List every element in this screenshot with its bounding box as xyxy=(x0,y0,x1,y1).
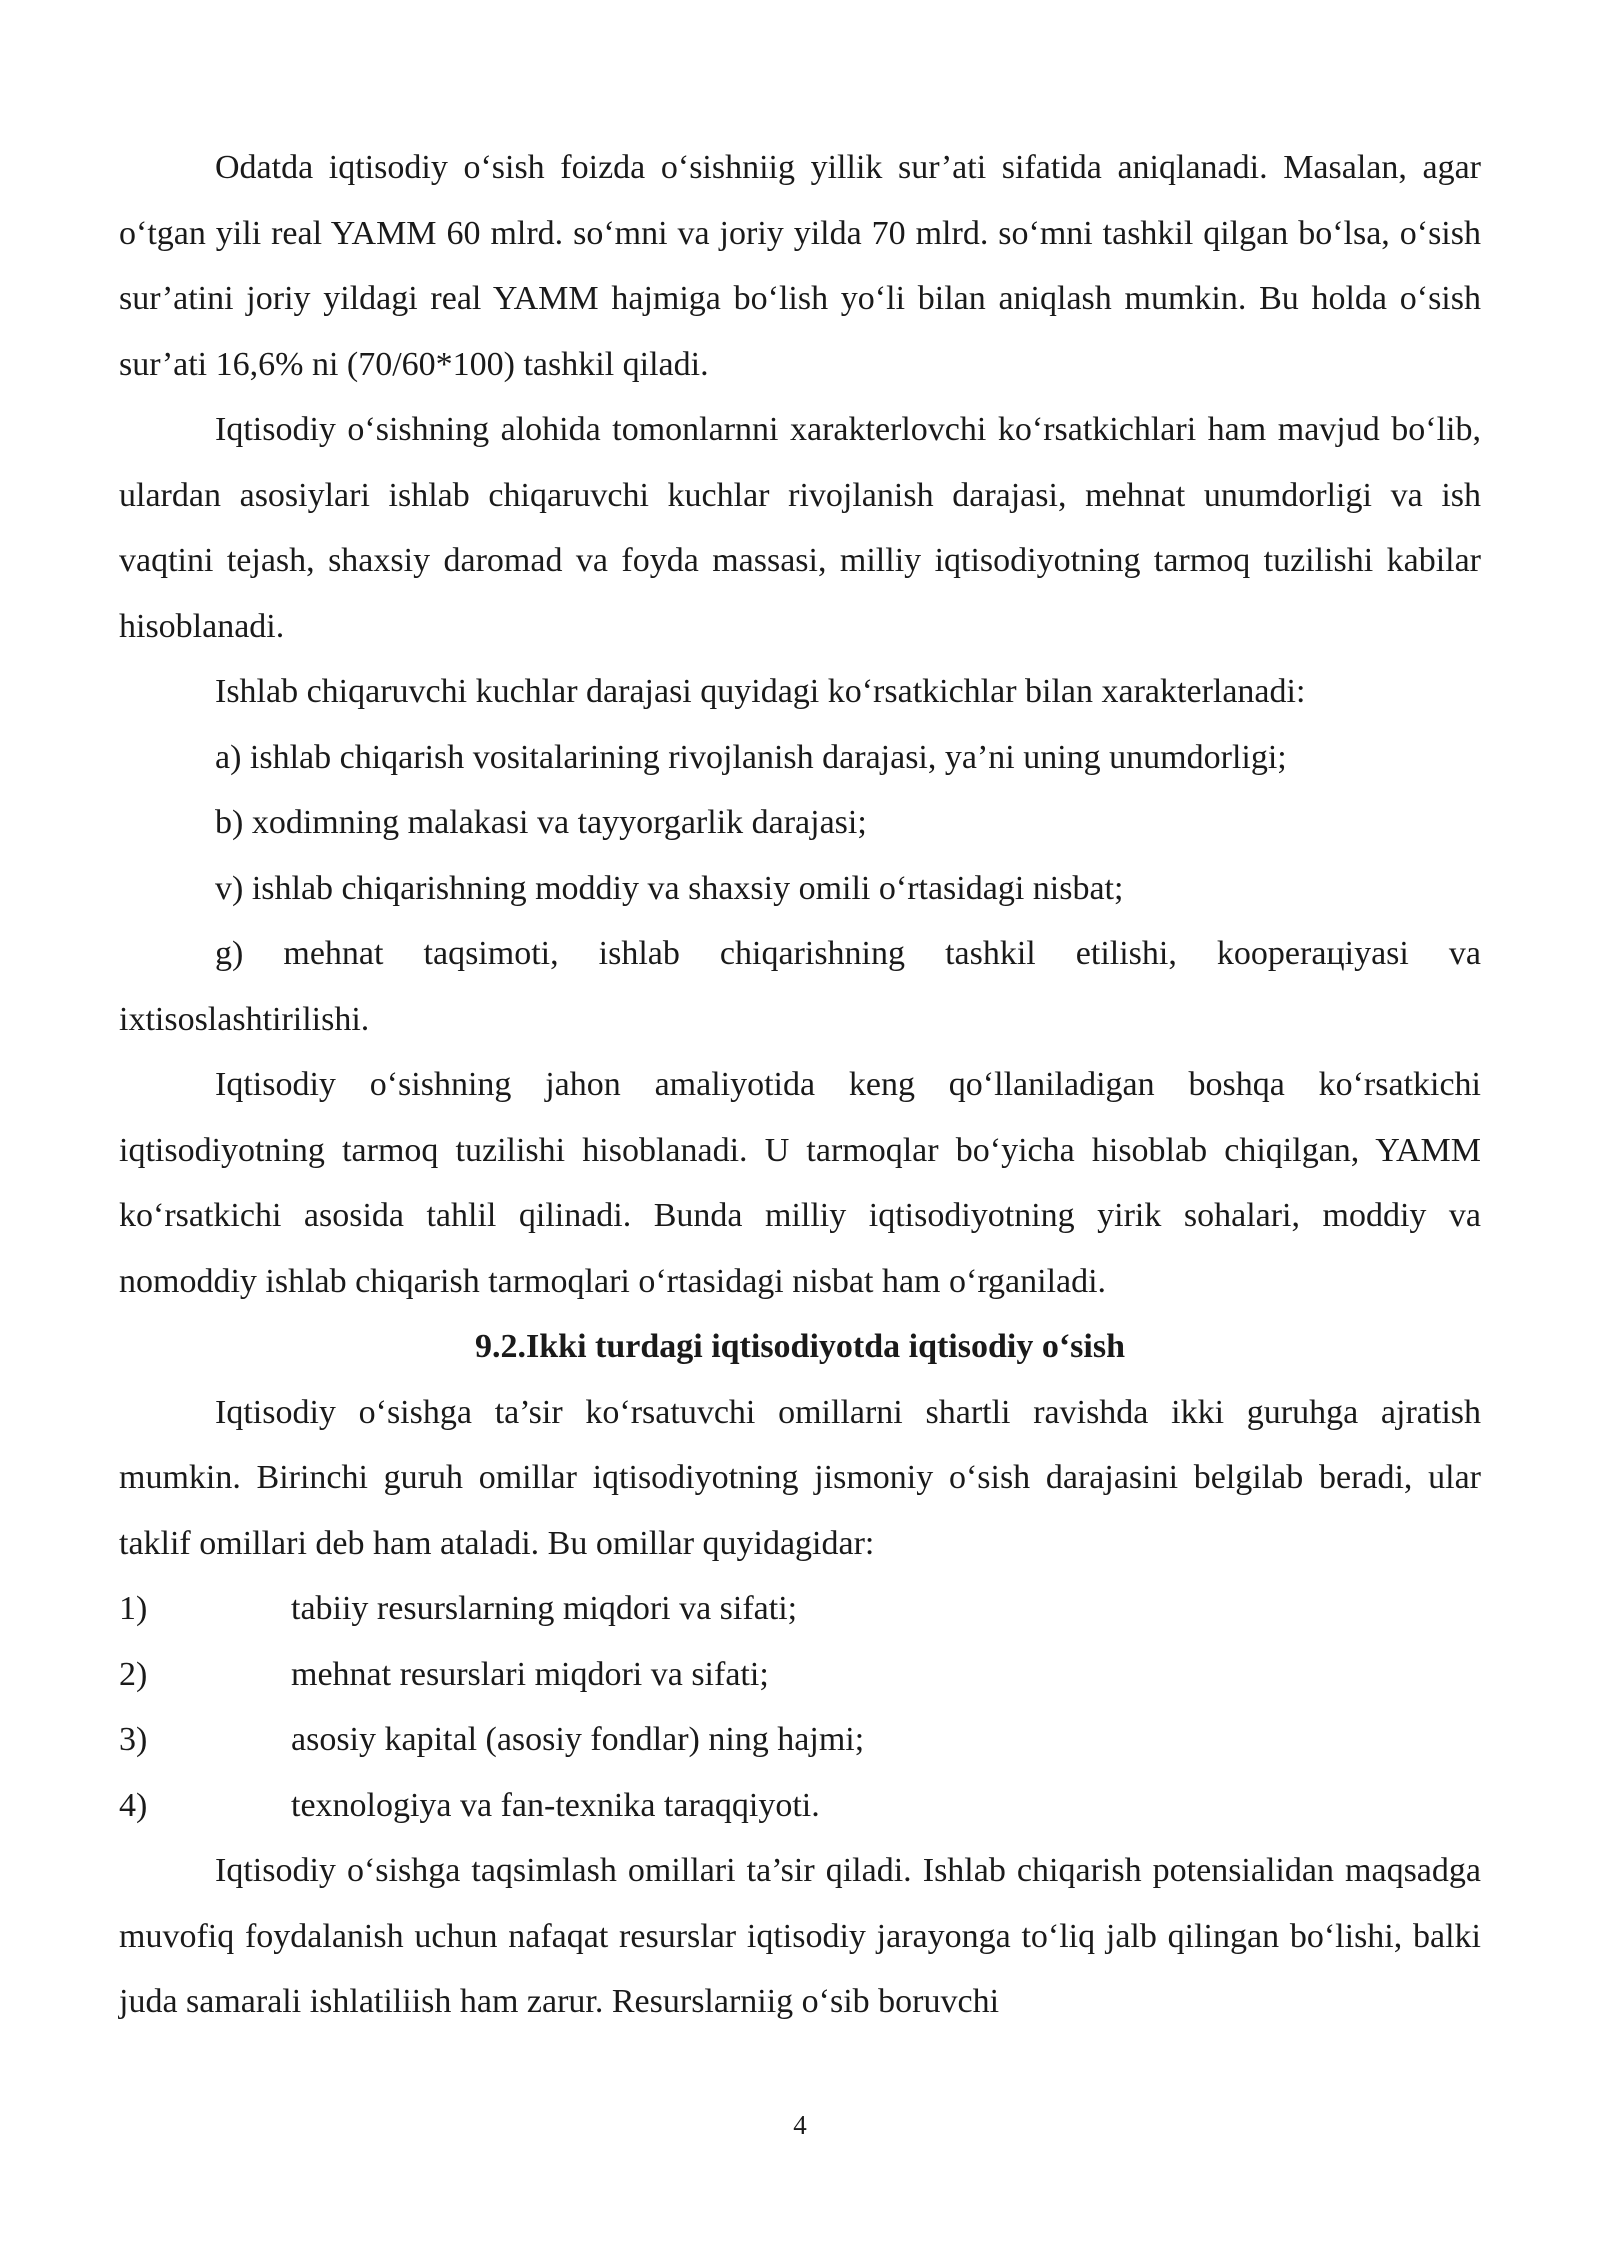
page-number: 4 xyxy=(793,2110,807,2140)
numbered-item xyxy=(119,1773,1481,1839)
numbered-item-text: mehnat resurslari miqdori va sifati; xyxy=(291,1655,769,1693)
section-heading: 9.2.Ikki turdagi iqtisodiyotda iqtisodiy o‘sish xyxy=(475,1328,1125,1365)
numbered-item xyxy=(119,1707,1481,1773)
list-item-g: g) mehnat taqsimoti, ishlab chiqarishning tashkil etilishi, kooperaцiyasi va ixtisoslashtirilishi. xyxy=(119,935,1481,1038)
numbered-item-text: asosiy kapital (asosiy fondlar) ning hajmi; xyxy=(291,1721,865,1758)
paragraph-growth-rate: Odatda iqtisodiy o‘sish foizda o‘sishniig yillik sur’ati sifatida aniqlanadi. Masalan, agar o‘tgan yili real YAMM 60 mlrd. so‘mni va joriy yilda 70 mlrd. so‘mni tashkil qilgan bo‘lsa, o‘sish sur’atini joriy yildagi real YAMM hajmiga bo‘lish yo‘li bilan aniqlash mumkin. Bu holda o‘sish sur’ati 16,6% ni (70/60*100) tashkil qiladi. xyxy=(119,149,1481,383)
numbered-item-number: 1) xyxy=(119,1590,148,1627)
list-item-v: v) ishlab chiqarishning moddiy va shaxsiy omili o‘rtasidagi nisbat; xyxy=(215,869,1124,907)
numbered-item xyxy=(119,1576,1481,1642)
paragraph-productive-forces: Ishlab chiqaruvchi kuchlar darajasi quyidagi ko‘rsatkichlar bilan xarakterlanadi: xyxy=(215,673,1306,710)
numbered-item xyxy=(119,1642,1481,1708)
paragraph-growth-indicators: Iqtisodiy o‘sishning alohida tomonlarnni xarakterlovchi ko‘rsatkichlari ham mavjud bo‘lib, ulardan asosiylari ishlab chiqaruvchi kuchlar rivojlanish darajasi, mehnat unumdorligi va ish vaqtini tejash, shaxsiy daromad va foyda massasi, milliy iqtisodiyotning tarmoq tuzilishi kabilar hisoblanadi. xyxy=(119,411,1481,645)
paragraph-distribution-factors: Iqtisodiy o‘sishga taqsimlash omillari ta’sir qiladi. Ishlab chiqarish potensialidan maqsadga muvofiq foydalanish uchun nafaqat resurslar iqtisodiy jarayonga to‘liq jalb qilingan bo‘lishi, balki juda samarali ishlatiliish ham zarur. Resurslarniig o‘sib boruvchi xyxy=(119,1852,1481,2020)
numbered-item-number: 2) xyxy=(119,1655,148,1693)
numbered-item-number: 3) xyxy=(119,1721,148,1758)
list-item-a: a) ishlab chiqarish vositalarining rivojlanish darajasi, ya’ni uning unumdorligi; xyxy=(215,738,1287,776)
document-body xyxy=(119,135,1481,2035)
list-item-b: b) xodimning malakasi va tayyorgarlik darajasi; xyxy=(215,804,867,841)
paragraph-factors-intro: Iqtisodiy o‘sishga ta’sir ko‘rsatuvchi omillarni shartli ravishda ikki guruhga ajratish mumkin. Birinchi guruh omillar iqtisodiyotning jismoniy o‘sish darajasini belgilab beradi, ular taklif omillari deb ham ataladi. Bu omillar quyidagidar: xyxy=(119,1393,1481,1562)
numbered-item-number: 4) xyxy=(119,1786,148,1824)
paragraph-sector-structure: Iqtisodiy o‘sishning jahon amaliyotida keng qo‘llaniladigan boshqa ko‘rsatkichi iqtisodiyotning tarmoq tuzilishi hisoblanadi. U tarmoqlar bo‘yicha hisoblab chiqilgan, YAMM ko‘rsatkichi asosida tahlil qilinadi. Bunda milliy iqtisodiyotning yirik sohalari, moddiy va nomoddiy ishlab chiqarish tarmoqlari o‘rtasidagi nisbat ham o‘rganiladi. xyxy=(119,1066,1481,1300)
numbered-item-text: tabiiy resurslarning miqdori va sifati; xyxy=(291,1590,798,1627)
numbered-item-text: texnologiya va fan-texnika taraqqiyoti. xyxy=(291,1786,820,1824)
